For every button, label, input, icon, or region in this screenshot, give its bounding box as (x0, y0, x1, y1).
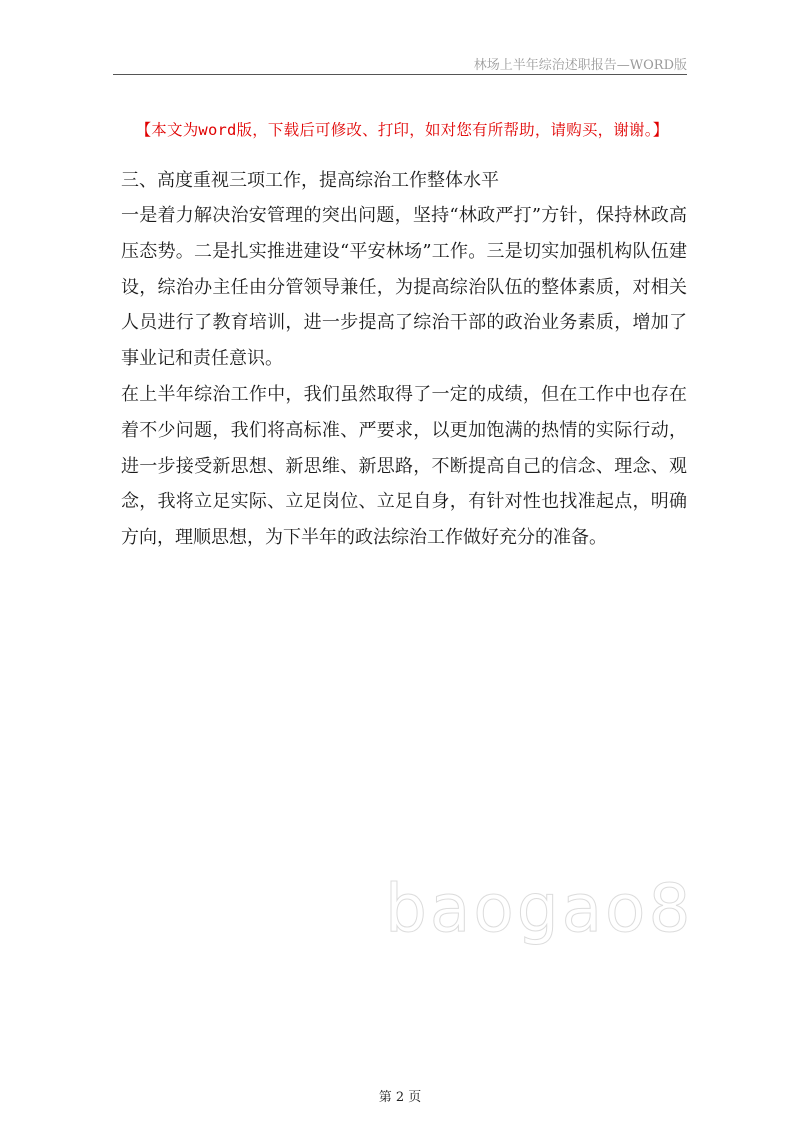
download-notice: 【本文为word版，下载后可修改、打印，如对您有所帮助，请购买，谢谢。】 (135, 121, 669, 139)
header-divider (113, 74, 687, 75)
section-heading: 三、高度重视三项工作，提高综治工作整体水平 (121, 170, 499, 191)
document-body (121, 164, 687, 556)
watermark: baogao8 (385, 870, 694, 947)
body-paragraph-1: 一是着力解决治安管理的突出问题，坚持“林政严打”方针，保持林政高压态势。二是扎实推进建设“平安林场”工作。三是切实加强机构队伍建设，综治办主任由分管领导兼任，为提高综治队伍的整体素质，对相关人员进行了教育培训，进一步提高了综治干部的政治业务素质，增加了事业记和责任意识。 (121, 205, 687, 370)
page-header-title: 林场上半年综治述职报告—WORD版 (473, 58, 687, 73)
page-number: 第 2 页 (378, 1090, 422, 1105)
body-paragraph-2: 在上半年综治工作中，我们虽然取得了一定的成绩，但在工作中也存在着不少问题，我们将高标准、严要求，以更加饱满的热情的实际行动，进一步接受新思想、新思维、新思路，不断提高自己的信念、理念、观念，我将立足实际、立足岗位、立足自身，有针对性也找准起点，明确方向，理顺思想，为下半年的政法综治工作做好充分的准备。 (121, 383, 687, 549)
